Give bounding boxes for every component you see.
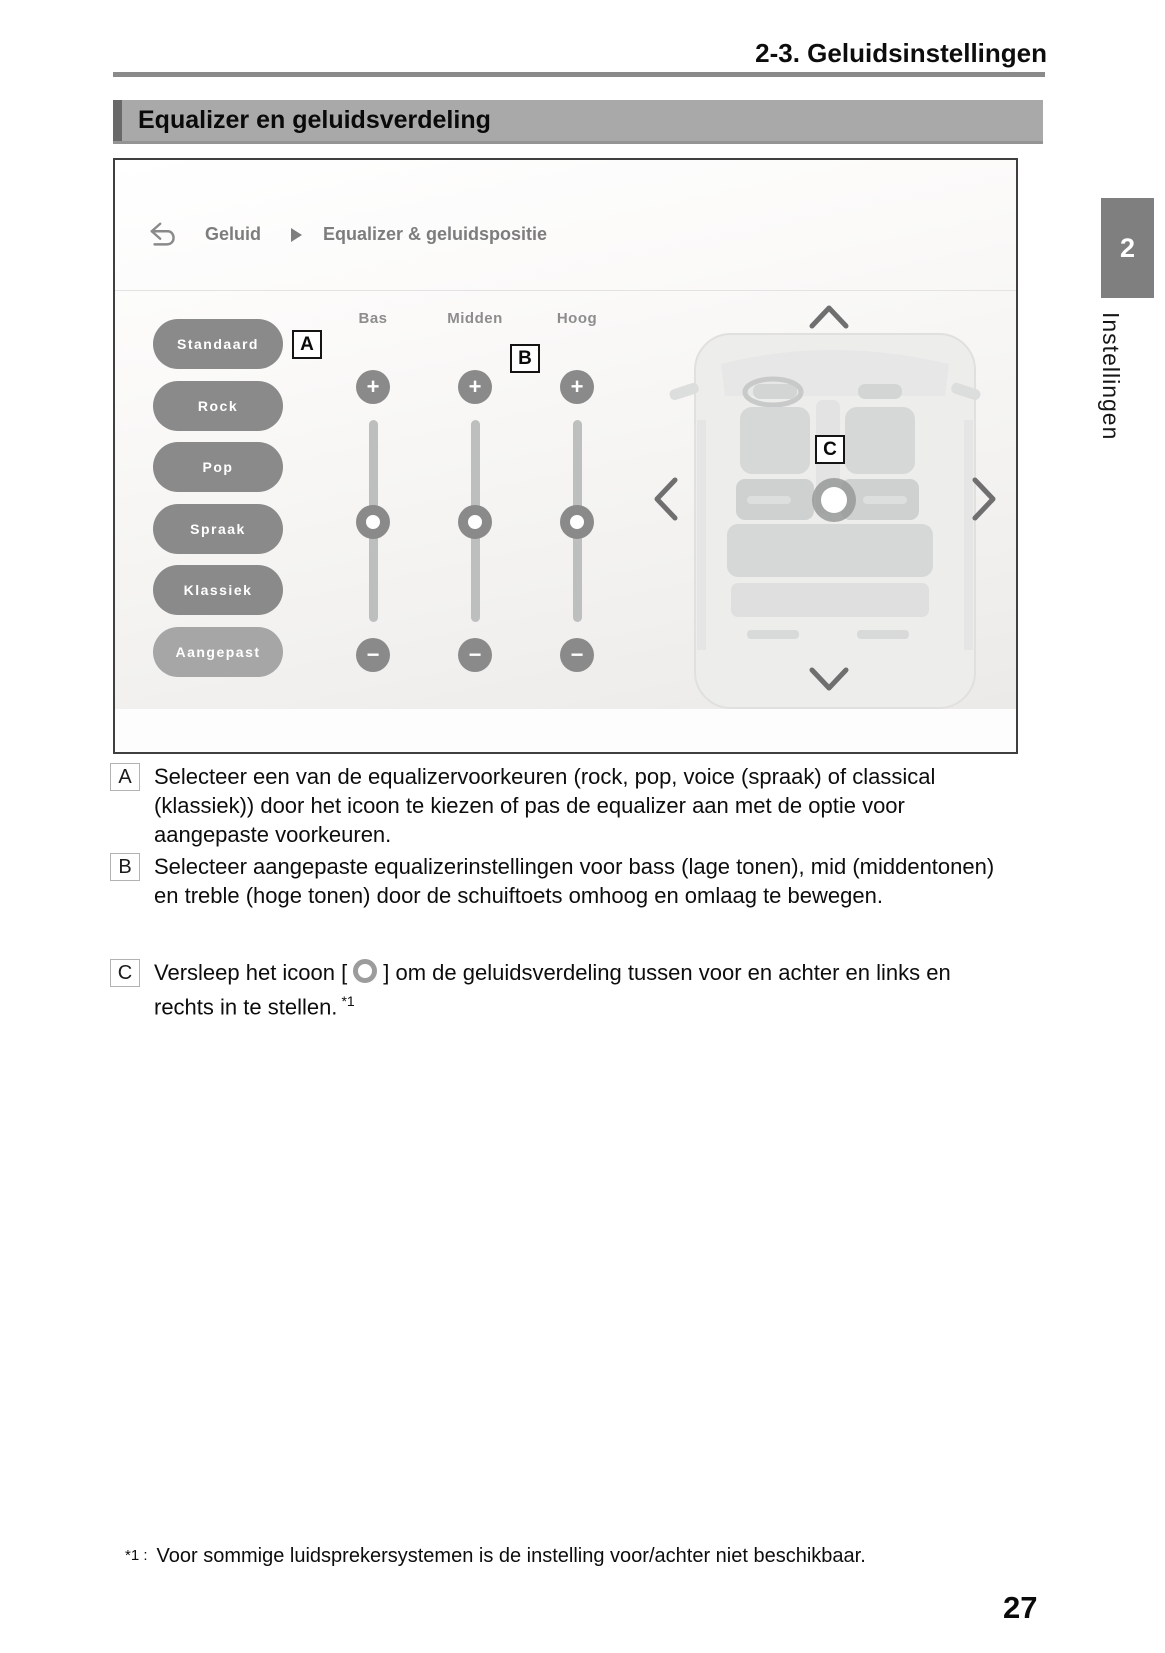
- annotation-c: [110, 958, 1000, 1021]
- footnote-reference: *1: [341, 993, 355, 1009]
- footnote-text: Voor sommige luidsprekersystemen is de instelling voor/achter niet beschikbaar.: [156, 1545, 866, 1567]
- car-top-view: [635, 300, 1015, 710]
- preset-aangepast-button[interactable]: Aangepast: [153, 627, 283, 677]
- footnote-marker: *1 :: [125, 1547, 148, 1564]
- annotation-b-text: Selecteer aangepaste equalizerinstellingen voor bass (lage tonen), mid (middentonen) en treble (hoge tonen) door de schuiftoets omhoog en omlaag te bewegen.: [154, 854, 995, 908]
- arrow-left-icon: [657, 480, 675, 518]
- section-title-bar: [113, 100, 1043, 144]
- hoog-minus-button[interactable]: −: [560, 638, 594, 672]
- arrow-up-icon: [812, 308, 846, 326]
- page-number: 27: [1003, 1590, 1038, 1625]
- bas-minus-button[interactable]: −: [356, 638, 390, 672]
- callout-b: B: [510, 344, 540, 373]
- back-arrow-icon: [148, 220, 178, 250]
- sound-position-icon: [353, 959, 377, 983]
- band-label-bas: Bas: [358, 310, 388, 327]
- section-accent-bar: [113, 100, 122, 141]
- annotation-c-key: C: [110, 959, 140, 987]
- annotation-b: [110, 852, 1000, 910]
- section-title: Equalizer en geluidsverdeling: [138, 106, 491, 134]
- preset-standaard-button[interactable]: Standaard: [153, 319, 283, 369]
- callout-c: C: [815, 435, 845, 464]
- callout-a: A: [292, 330, 322, 359]
- breadcrumb-root: Geluid: [205, 224, 262, 244]
- midden-plus-button[interactable]: +: [458, 370, 492, 404]
- hoog-slider-knob[interactable]: [560, 505, 594, 539]
- annotation-c-text: [154, 958, 1000, 1021]
- annotation-a-key: A: [110, 763, 140, 791]
- breadcrumb-divider: [115, 290, 1016, 291]
- annotation-a: [110, 762, 1000, 849]
- hoog-plus-button[interactable]: +: [560, 370, 594, 404]
- page-header: 2-3. Geluidsinstellingen: [755, 38, 1047, 68]
- car-body: [668, 334, 982, 708]
- band-label-midden: Midden: [447, 310, 503, 327]
- annotation-c-after: ] om de geluidsverdeling tussen voor en achter en links en rechts in te stellen.: [154, 960, 951, 1020]
- back-button[interactable]: [148, 220, 178, 250]
- midden-minus-button[interactable]: −: [458, 638, 492, 672]
- annotation-a-text: Selecteer een van de equalizervoorkeuren (rock, pop, voice (spraak) of classical (klassiek)) door het icoon te kiezen of pas de equalizer aan met de optie voor aangepaste voorkeuren.: [154, 764, 936, 847]
- bas-slider-knob[interactable]: [356, 505, 390, 539]
- band-label-hoog: Hoog: [556, 310, 598, 327]
- preset-rock-button[interactable]: Rock: [153, 381, 283, 431]
- preset-pop-button[interactable]: Pop: [153, 442, 283, 492]
- chapter-tab: 2: [1101, 198, 1154, 298]
- midden-slider-knob[interactable]: [458, 505, 492, 539]
- footnote: [125, 1545, 866, 1568]
- preset-spraak-button[interactable]: Spraak: [153, 504, 283, 554]
- bas-plus-button[interactable]: +: [356, 370, 390, 404]
- chapter-tab-label: Instellingen: [1098, 312, 1124, 441]
- arrow-right-icon: [975, 480, 993, 518]
- annotation-b-key: B: [110, 853, 140, 881]
- breadcrumb-current: Equalizer & geluidspositie: [323, 224, 548, 244]
- annotation-c-before: Versleep het icoon [: [154, 960, 348, 985]
- position-knob: [812, 478, 856, 522]
- infotainment-screenshot: [113, 158, 1018, 754]
- breadcrumb-separator-icon: [291, 228, 302, 242]
- preset-klassiek-button[interactable]: Klassiek: [153, 565, 283, 615]
- header-rule: [113, 72, 1045, 77]
